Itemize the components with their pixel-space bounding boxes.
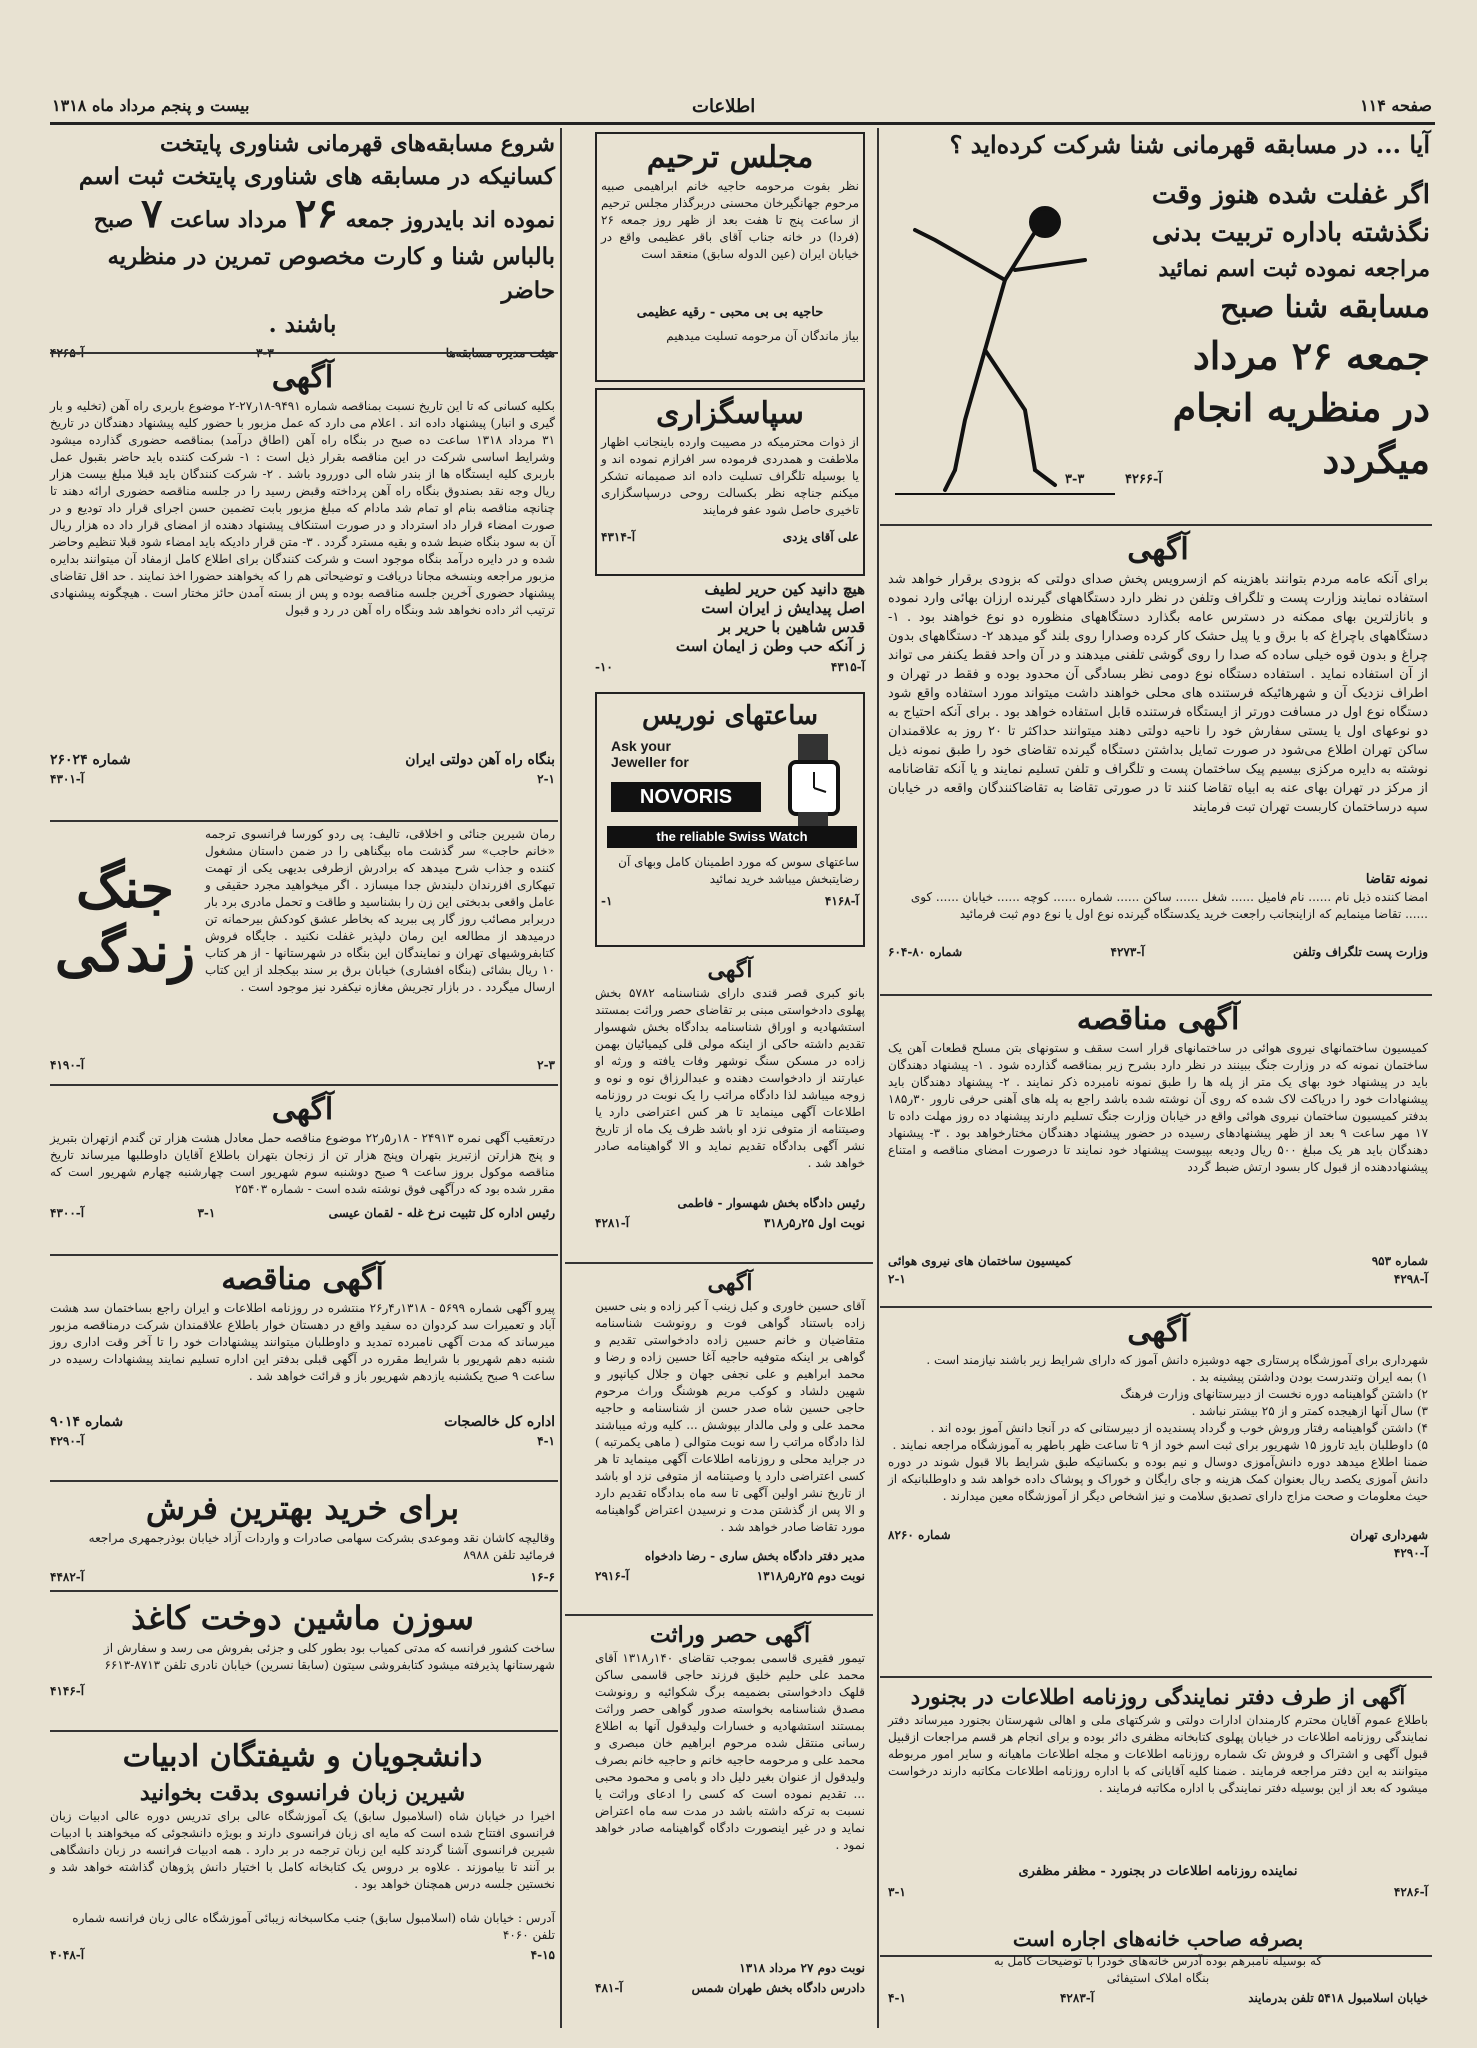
- notice-footer-2: [50, 772, 555, 786]
- notice-intro: شهرداری برای آموزشگاه پرستاری جهه دوشیزه دانش آموز که دارای شرایط زیر باشند نیازمند است .: [926, 1353, 1428, 1367]
- ad-title: ساعتهای نوریس: [642, 701, 818, 731]
- sample-title: نمونه تقاضا: [1365, 872, 1428, 887]
- tender-number: شماره ۹۵۳: [1371, 1254, 1428, 1268]
- notice-body: باطلاع عموم آقایان محترم کارمندان ادارات دولتی و شرکتهای ملی و اهالی شهرستان بجنورد میرساند دفتر نمایندگی روزنامه اطلاعات در خیابان پهلوی کتابخانه مظفری دائر بوده و برای انجام هر قسم مراجعات ازقبیل قبول آگهی و اشتراک و فروش تک شماره روزنامه اطلاعات و مجله اطلاعات ماهیانه و سایر امور مربوطه میتوانند به این دفتر مراجعه فرمایند . ضمنا کلیه آقایانی که با اداره روزنامه اطلاعات مکاتبه دارند درخواست میشود که بعد از این بوسیله دفتر نمایندگی با اداره مکاتبه فرمایند .: [888, 1713, 1428, 1795]
- court-notice-2: [595, 1268, 865, 1608]
- notice-line: بالباس شنا و کارت مخصوص تمرین در منظریه حاضر: [107, 243, 555, 304]
- notice-signer: مدیر دفتر دادگاه بخش ساری - رضا دادخواه: [644, 1549, 865, 1563]
- swim-question: آیا ... در مسابقه قهرمانی شنا شرکت کرده‌اید ؟: [949, 130, 1430, 159]
- issue-date: بیست و پنجم مرداد ماه ۱۳۱۸: [52, 96, 250, 115]
- notice-code: آ-۴۲۹۰: [1393, 1546, 1428, 1560]
- french-school-ad: [50, 1736, 555, 2036]
- notice-title: آگهی: [1127, 532, 1189, 567]
- tagline: the reliable Swiss Watch: [607, 826, 857, 848]
- tender-body: پیرو آگهی شماره ۵۶۹۹ - ۱۳۱۸ر۴ر۲۶ منتشره در روزنامه اطلاعات و ایران راجع بساختمان سد هشت آباد و تعمیرات سد کردوان ده سفید واقع در دهستان خوار باطلاع علاقمندان شرکت درمناقصه مزبور میرساند که مدت آگهی نامبرده تمدید و داوطلبان میتوانند پیشنهادات خود را تا آخر وقت اداری روز شنبه دهم شهریور با شرایط مقرره در آگهی قبلی بدفتر این اداره تسلیم نمایند پیشنهادات رسیده در ساعت ۹ صبح یکشنبه یازدهم شهریور باز و قرائت خواهد شد .: [50, 1301, 556, 1383]
- notice-signer: رئیس دادگاه بخش شهسوار - فاطمی: [677, 1196, 865, 1210]
- notice-title: آگهی: [707, 1270, 753, 1296]
- masthead-rule: [50, 122, 1435, 125]
- list-item: ۳) سال آنها ازهیجده کمتر و از ۲۵ بیشتر نباشد .: [1191, 1404, 1428, 1418]
- ad-line: بنگاه املاک استیفائی: [1106, 1971, 1210, 1985]
- tagline-en: Ask your: [611, 738, 671, 754]
- ad-title: سوزن ماشین دوخت کاغذ: [131, 1599, 474, 1637]
- notice-footer: [50, 752, 555, 768]
- notice-code: آ-۴۲۸۱: [595, 1216, 630, 1230]
- ad-line: که بوسیله نامبرهم بوده آدرس خانه‌های خودرا با توضیحات کامل به: [993, 1954, 1323, 1968]
- ad-footer: [601, 894, 859, 908]
- notice-signer: دادرس دادگاه بخش طهران شمس: [691, 1981, 865, 1995]
- ad-footer: [50, 1948, 555, 1962]
- ad-separator: [50, 1590, 558, 1592]
- ad-code: آ-۴۱۹۰: [50, 1058, 85, 1072]
- tender-code: آ-۴۲۹۰: [50, 1434, 85, 1448]
- ad-footer: [50, 1570, 555, 1584]
- ad-code: آ-۴۲۸۳: [1059, 1991, 1095, 2005]
- notice-date: نوبت دوم ۲۷ مرداد ۱۳۱۸: [739, 1961, 865, 1975]
- ad-title: مجلس ترحیم: [646, 140, 814, 175]
- notice-line: [50, 190, 555, 240]
- notice-code: آ-۴۳۰۱: [50, 772, 85, 786]
- ad-ref: ۲-۳: [537, 1058, 555, 1072]
- notice-signer: شهرداری تهران: [1350, 1528, 1428, 1542]
- notice-date: نوبت اول ۲۵ر۵ر۳۱۸: [763, 1216, 865, 1230]
- ad-body: نظر بفوت مرحومه حاجیه خانم ابراهیمی صبیه مرحوم جهانگیرخان محسنی دربرگذار مجلس ترحیم از ساعت پنج تا هفت بعد از ظهر روز جمعه ۲۶ (فردا) در خانه جناب آقای باقر عظیمی واقع در خیابان ایران (عین الدوله سابق) منعقد است: [601, 179, 859, 261]
- rental-ad: [888, 1925, 1428, 2035]
- masthead: [52, 96, 1432, 118]
- tender-title: آگهی مناقصه: [1076, 1002, 1240, 1037]
- tender-footer: [50, 1414, 555, 1430]
- mourning-ad: [595, 132, 865, 382]
- swim-line: مسابقه شنا صبح: [1220, 290, 1430, 325]
- ad-body: اخیرا در خیابان شاه (اسلامبول سابق) یک آموزشگاه عالی برای تدریس دوره عالی ادبیات زبان فرانسوی افتتاح شده است که مایه ای زبان فرانسوی دارند و بویژه دانشجوئی که میخواهند با ادبیات شیرین فرانسوی آشنا گردند کلیه این زبان ترجمه در بر دارد . همه ادبیات فرانسه در زبان دانشگاهی بر آنند تا بیاموزند . علاوه بر دروس یک کتابخانه کامل با اختیار دانش پژوهان گذاشته خواهد شد و نخستین جلسه درس همچنان خواهد بود .: [50, 1809, 555, 1891]
- ad-body: ساعتهای سوس که مورد اطمینان کامل وبهای آن رضایتبخش میباشد خرید نمائید: [618, 855, 859, 886]
- sample-text: امضا کننده ذیل نام ...... نام فامیل ...... شغل ...... ساکن ...... شماره ...... کوچه ...... خیابان ...... کوی ...... تقاضا مینمایم که ازاینجانب راجعت خرید یکدستگاه گیرنده نوع اول یا نوع دوم ثبت فرمائید: [910, 890, 1428, 921]
- notice-title: آگهی: [1127, 1314, 1189, 1349]
- ad-code: آ-۴۳۱۵: [830, 660, 865, 674]
- novel-title: جنگ زندگی: [54, 856, 196, 984]
- ad-body: از ذوات محترمیکه در مصیبت وارده باینجانب اظهار ملاطفت و همدردی فرموده سر افرازم نموده اند و یا بوسیله تلگراف تسلیت داده اند صمیمانه تشکر میکنم جناچه نظر بکسالت روحی درسپاسگزاری تاخیری حاصل شود عفو فرمایند: [601, 435, 859, 517]
- ad-separator: [50, 352, 558, 354]
- notice-code: آ-۴۳۰۰: [50, 1206, 85, 1220]
- notice-text: صبح: [93, 207, 134, 233]
- ad-footer: [50, 1684, 555, 1698]
- bojnurd-office-notice: [888, 1682, 1428, 1952]
- notice-body: بانو کبری قصر قندی دارای شناسنامه ۵۷۸۲ بخش پهلوی دادخواستی مبنی بر تقاضای حصر وراثت بمستند استشهادیه و اوراق شناسنامه بدادگاه بخش شهسوار تقدیم داشته حاکی از اینکه مولی قلی کیمیائیان بهمن زاده در مسکن سنگ نوشهر وفات یافته و ورثه او عبارتند از دادخواست دهنده و عبدالرزاق نوه و نوه و زوجه میباشد لذا دادگاه مراتب را یک نوبت در روزنامه اطلاعات آگهی مینماید تا هر کس اعتراضی دارد یا وصیتنامه از متوفی نزد او باشد ظرف یک ماه از تاریخ نشر آگهی بدادگاه تقدیم نماید و الا گواهینامه صادر خواهد شد .: [595, 986, 865, 1170]
- notice-ref: ۲-۱: [537, 772, 555, 786]
- notice-body: درتعقیب آگهی نمره ۲۴۹۱۳ - ۱۸ر۵ر۲۲ موضوع مناقصه حمل معادل هشت هزار تن گندم ازتهران بتبریز و پنج هزارتن ازتبریز بتهران وپنج هزار تن از زنجان بتهران باطلاع آقایان داوطلبها میرساند تاریخ مناقصه موکول بروز ساعت ۹ صبح دوشنبه سوم شهریور است چهارشنبه چهارم شهریور است که مقرر شده بود که درآگهی فوق نوشته شده است - شماره ۲۵۴۰۳: [50, 1131, 556, 1196]
- tender-code: آ-۴۲۹۸: [1393, 1272, 1428, 1286]
- notice-title: آگهی از طرف دفتر نمایندگی روزنامه اطلاعات در بجنورد: [910, 1684, 1406, 1709]
- notice-line: کسانیکه در مسابقه های شناوری پایتخت ثبت اسم: [78, 163, 555, 190]
- ad-address: خیابان اسلامبول ۵۴۱۸ تلفن بدرمایند: [1248, 1991, 1428, 2005]
- ad-code: آ-۴۰۴۸: [50, 1948, 85, 1962]
- notice-footer: [595, 1216, 865, 1230]
- swim-competition-notice: [50, 128, 555, 348]
- notice-signer: نماینده روزنامه اطلاعات در بجنورد - مظفر مظفری: [1018, 1864, 1298, 1879]
- notice-date: نوبت دوم ۲۵ر۵ر۱۳۱۸: [756, 1569, 865, 1583]
- list-item: ۱) بمه ایران وتندرست بودن وداشتن پیشینه بد .: [1191, 1370, 1428, 1384]
- list-item: ۴) داشتن گواهینامه رفتار وروش خوب و گرداد پسندیده از دبیرستانی که در آنجا دانش آموز بوده اند .: [930, 1421, 1428, 1435]
- ad-ref: ۱۶-۶: [530, 1570, 555, 1584]
- needles-ad: [50, 1596, 555, 1726]
- ad-separator: [880, 1306, 1432, 1308]
- notice-text: نموده اند بایدروز جمعه: [345, 207, 555, 233]
- carpet-ad: [50, 1486, 555, 1586]
- swim-line: مراجعه نموده ثبت اسم نمائید: [1158, 256, 1430, 282]
- tagline-en: Jeweller for: [611, 754, 689, 770]
- notice-title: آگهی: [271, 1092, 334, 1127]
- notice-head: شروع مسابقه‌های قهرمانی شناوری پایتخت: [159, 131, 555, 157]
- notice-number: شماره ۸۲۶۰: [888, 1528, 951, 1542]
- ad-line: هیچ دانید کین حریر لطیف: [704, 580, 865, 598]
- column-divider: [560, 128, 562, 2028]
- swim-line: نگذشته باداره تربیت بدنی: [1151, 218, 1430, 248]
- tender-footer-2: [50, 1434, 555, 1448]
- ad-separator: [565, 1262, 873, 1264]
- novel-description: رمان شیرین جنائی و اخلاقی، تالیف: پی ردو کورسا فرانسوی ترجمه «خانم حاجب» سر گذشت ماه بیگناهی را در ضمن داستان مشغول کننده و جذاب شرح میدهد که برادرش ازطرفی بدیهی یکی از تهمت تبهکاری افزرندان دلبندش جدا میسازد . اگر میخواهید مجرد حقیقی و عامل واقعی بدبختی این زن را بشناسید و طاقت و تحمل مادری برد بار دربرابر مصائب روز گار پی ببرید که بخاطر عشق کودکش بیرحمانه تن درمیدهد از مطالعه این رمان دلپذیر غفلت نکنید . جایگاه فروش کتابفروشیهای تهران و نمایندگان این بنگاه در شهرستانها - از هر کتاب ۱۰ ریال بشائی (بنگاه افشاری) خیابان برق بر سند بیکجلد از این کتاب ارسال میگردد . در بازار تجریش مغازه نیکفرد نیز موجود است .: [205, 827, 555, 994]
- ad-line: ز آنکه حب وطن ز ایمان است: [675, 637, 865, 655]
- swim-body: [1100, 176, 1430, 486]
- ad-address: آدرس : خیابان شاه (اسلامبول سابق) جنب مکاسبخانه زیبائی آموزشگاه عالی زبان فرانسه شماره تلفن ۴۰۶۰: [72, 1911, 555, 1942]
- hour-number: ۷: [140, 190, 163, 237]
- notice-body: برای آنکه عامه مردم بتوانند باهزینه کم ازسرویس پخش صدای دولتی که بزودی برقرار خواهد شد استفاده نمایند وزارت پست و تلگراف وتلفن در نظر دارد دستگاههای گیرنده ارزان بهائی وارد نموده و بانازلترین بهای ممکنه در دسترس عامه بگذارد دستگاههای منظوره دو نوع خواهند بود . ۱- دستگاههای باچراغ که با برق و یا پیل حشک کار کرده وصدارا روی بلند گو میدهد ۲- دستگاههای بدون چراغ و بدون قوه خیلی ساده که صدا را روی گوشی تلفنی میدهند و در آن واحد فقط یکنفر می تواند از آن استفاده نماید . استفاده دستگاه نوع دومی نظر بسادگی آن محدود بوده و فقط در تهران و اطراف نزدیک آن و شهرهائیکه فرستنده های محلی خواهند داشت میتواند مورد استفاده واقع شود دستگاه نوع اول در مسافت دورتر از ایستگاه فرستنده قابل استفاده خواهد بود . برای آنکه احتیاج به دو نوعهای اول یا یستی سفارش خود را ناحیه دولتی دهند میتوانند حداکثر تا ۲۰ روز به علاقمندان ساکن تهران اطلاع می‌شود در صورت تمایل بداشتن دستگاه گیرنده تقاضای خود را طبق نمونه ذیل نوشته به دایره مرکزی بیسیم پیک ساختمان پست و تلگراف و تلفن تسلیم نمایند و یا آنکه تقاضانامه از مرکز در تهران بهای عنه به ابیاه تقاضا کنند تا در صورتی تقاضا به تقاضاکنندگان واقعه در خیابان سپه درساختمان کاربست تهران تبت فرمایند: [888, 572, 1428, 815]
- day-number: ۲۶: [294, 190, 338, 237]
- notice-ref: ۳-۱: [197, 1206, 216, 1220]
- ad-body: وقالیچه کاشان نقد وموعدی بشرکت سهامی صادرات و واردات آزاد خیابان بوذرجمهری مراجعه فرمائید تلفن ۸۹۸۸: [88, 1531, 555, 1562]
- notice-footer: [888, 1528, 1428, 1542]
- notice-code: آ-۲۹۱۶: [595, 1569, 630, 1583]
- notice-footer: [50, 1206, 555, 1220]
- ad-ref: ۱۰-: [595, 660, 613, 674]
- notice-code: آ-۴۲۷۳: [1110, 945, 1145, 959]
- tender-air-force: [888, 1000, 1428, 1300]
- tender-footer-2: [888, 1272, 1428, 1286]
- notice-title: آگهی: [271, 360, 334, 395]
- tender-title: آگهی مناقصه: [221, 1262, 384, 1297]
- notice-ref: ۳-۱: [888, 1885, 906, 1899]
- ad-signers: حاجیه بی بی محبی - رقیه عظیمی: [636, 305, 824, 320]
- notice-title: آگهی: [707, 957, 753, 983]
- ad-ref: ۱-: [601, 894, 613, 908]
- ad-footer: [595, 660, 865, 674]
- tender-signer: اداره کل خالصجات: [444, 1414, 555, 1430]
- tender-number: شماره ۹۰۱۴: [50, 1414, 124, 1430]
- ad-code: آ-۴۱۴۶: [50, 1684, 85, 1698]
- ad-note: بیاز ماندگان آن مرحومه تسلیت میدهیم: [666, 329, 859, 343]
- ad-separator: [880, 994, 1432, 996]
- ad-separator: [880, 524, 1432, 526]
- notice-footer: [888, 1885, 1428, 1899]
- ad-footer: [601, 530, 859, 544]
- ad-ref: ۴-۱: [888, 1991, 906, 2005]
- notice-number: شماره ۸۰-۶۰۴: [888, 945, 963, 959]
- notice-number: شماره ۲۶۰۲۴: [50, 752, 131, 768]
- ad-separator: [50, 820, 558, 822]
- wheat-notice: [50, 1090, 555, 1250]
- nursing-school-notice: [888, 1312, 1428, 1672]
- notice-signer: رئیس اداره کل تثبیت نرخ غله - لقمان عیسی: [328, 1206, 555, 1220]
- ad-title: برای خرید بهترین فرش: [145, 1489, 460, 1527]
- ad-separator: [50, 1730, 558, 1732]
- railway-notice: [50, 358, 555, 818]
- tender-body: کمیسیون ساختمانهای نیروی هوائی در ساختمانهای قرار است سقف و ستونهای بتن مسلح قطعات آهن یک ساختمان نمونه که در وزارت جنگ ببینند در نظر دارد بشرح زیر بمناقصه گذارده شود . ۱- پیشنهاد دهندگان باید در پیشنهاد خود بهای یک متر از پله ها را طبق نمونه نامبرده ذکر نمایند . ۲- پیشنهاد دهندگان باید پیشنهادات خود را دریاکت لاک شده که روی آن نوشته شده باشد راجع به پله های آهنی حرفی نارور ۳۰ر۱۸۵ بدفتر کمیسیون ساختمان نیروی هوائی واقع در خیابان وزارت جنگ تسلیم دارند پیشنهاد ده روز مهلت داده تا ۱۷ مهر ساعت ۹ بعد از ظهر پیشنهادهای رسیده در حضور پیشنهاد دهندگان مختارخواهد بود . ۳- پیشنهاد دهندگان باید هر یک مبلغ ۵۰۰ ریال ودیعه بپیوست پیشنهاد خود نمایند تا درصورت امضای مناقصه و امتناع پیشنهاددهنده از قبول کار بسود ارتش ضبط گردد: [888, 1041, 1429, 1174]
- notice-line: باشند .: [268, 311, 337, 338]
- notice-code: آ-۴۲۸۶: [1393, 1885, 1428, 1899]
- swim-code: آ-۴۲۶۶: [1125, 472, 1162, 487]
- ad-footer: [50, 1058, 555, 1072]
- novel-ad: [50, 826, 555, 1081]
- paper-title: اطلاعات: [692, 96, 756, 117]
- notice-body: ضمنا اطلاع میدهد دوره دانش‌آموزی دوسال و نیم بوده و بکسانیکه طبق شرایط بالا قبول شوند در دوره دانش آموزی یکصد ریال بعنوان کمک هزینه و جای رایگان و خوراک و پوشاک داده خواهد شد و داوطلبانیکه از حیث معلومات و صحت مزاج دارای تصدیق سلامت و نیز اشخاص دیگر از آموزشگاه معین میدارند .: [888, 1455, 1428, 1503]
- notice-footer: [888, 945, 1428, 959]
- tender-estates: [50, 1260, 555, 1475]
- diver-illustration: [895, 170, 1115, 500]
- swim-ref: ۳-۳: [1065, 472, 1085, 487]
- notice-footer: [595, 1981, 865, 1995]
- ad-body: ساخت کشور فرانسه که مدتی کمیاب بود بطور کلی و جزئی بفروش می رسد و سفارش از شهرستانها پذیرفته میشود کتابفروشی سیتون (سابقا نسرین) خیابان نادری تلفن ۸۷۱۳-۶۶۱۳: [103, 1641, 555, 1672]
- ad-code: آ-۴۳۱۴: [601, 530, 636, 544]
- court-notice-1: [595, 955, 865, 1255]
- notice-signer: وزارت پست تلگراف وتلفن: [1292, 945, 1428, 959]
- notice-body: تیمور فقیری قاسمی بموجب تقاضای ۱۴۰ر۱۳۱۸ آقای محمد علی حلیم خلیق فرزند حاجی قاسمی ساکن قلهک دادخواستی بضمیمه برگ شکوائیه و رونوشت مصدق شناسنامه بخواسته صدور گواهی حصر وراثت بمستند استشهادیه و خسارات ولیدقول آنها به اطلاع رسانی منتقل شده مرحوم ابراهیم خان مبصری و محمد علی و مرحومه حاجیه خانم و حاجیه خانم بصرف ولیدقول از عنوان بغیر دلیل داد و بامی و محمود محبی ... تقدیم نموده است که کسی را ادعای وراثت یا نسبت به ترکه داشته باشد در مدت سه ماه اعتراض نماید و در غیر اینصورت دادگاه گواهینامه صادر خواهد نمود .: [595, 1651, 865, 1852]
- swim-line: اگر غفلت شده هنوز وقت: [1151, 180, 1430, 210]
- notice-footer-2: [888, 1546, 1428, 1560]
- ad-title: دانشجویان و شیفتگان ادبیات: [122, 1739, 483, 1774]
- ad-separator: [880, 1676, 1432, 1678]
- ad-footer: [888, 1991, 1428, 2005]
- ad-line: قدس شاهین با حریر بر: [718, 618, 865, 636]
- ad-separator: [50, 1254, 558, 1256]
- ad-line: اصل پیدایش ز ایران است: [701, 599, 865, 617]
- silk-ad: [595, 580, 865, 690]
- swim-line: میگردد: [1322, 437, 1430, 482]
- notice-signer: بنگاه راه آهن دولتی ایران: [405, 752, 555, 768]
- inheritance-notice: [595, 1620, 865, 2030]
- ad-separator: [50, 1480, 558, 1482]
- notice-body: بکلیه کسانی که تا این تاریخ نسبت بمناقصه شماره ۹۴۹۱-۱۸ر۲۷-۲ موضوع باربری راه آهن (تخلیه و بار گیری و انبار) پیشنهاد داده اند . اعلام می دارد که عمل مزبور با حضور کلیه پیشنهاد دهندگان در تاریخ ۳۱ مرداد ۱۳۱۸ ساعت ده صبح در بنگاه راه آهن (اطاق درآمد) بمناقصه حضوری گذارده میشود وشرایط اساسی شرکت در این مناقصه بقرار ذیل است : ۱- شرکت کننده باید حاضر بقبول عمل باربری کلیه ایستگاه ها از بندر شاه الی دوررود باشد . ۲- شرکت کنندگان باید قبلا مبلغ بیست هزار ریال وجه نقد بصندوق بنگاه راه آهن پرداخته وقبض رسید را در جلسه مناقصه حضوری ارائه دهند تا چنانچه مناقصه بنام او تمام شد مادام که مبلغ مزبور بابت تضمین حسن اجرای قرار داد تودیع و در صورت امضاء قرار داد استرداد و در صورت استنکاف پیشنهاد دهنده از امضای قرار داد ده هزار ریال آن به سود بنگاه ضبط شده و بقیه مسترد گردد . ۳- متن قرار دادیکه باید امضاء شود قبلا تنظیم وحاضر شده و در دایره درآمد بنگاه موجود است و شرکت کنندگان برای اطلاع کامل ازمفاد آن میتوانند بدایره مزبور مراجعه وبنسخه مجانا دریافت و توضیحاتی هم را که بخواهند حضورا اخذ نمایند . حد اقل تقاضای پیشنهاد حضوری آخرین جلسه مناقصه بوده و پس از بسته آمدن حائز مختار است . هیچگونه پیشنهادی ترتیب اثر داده نخواهد شد وبنگاه راه آهن در رد و قبول: [50, 399, 556, 617]
- notice-title: آگهی حصر وراثت: [649, 1622, 811, 1648]
- tender-ref: ۲-۱: [888, 1272, 906, 1286]
- ad-title: سپاسگزاری: [656, 396, 804, 431]
- ad-signer: علی آقای یزدی: [782, 530, 859, 544]
- notice-body: آقای حسین خاوری و کبل زینب آ کبر زاده و بنی حسین زاده باستناد گواهی فوت و رونوشت شناسنامه متقاضیان و خانم حسین زاده دادخواستی تقدیم و گواهی بر اینکه متوفیه حاجیه آغا حسین زاده و رضا و محمد ابراهیم و علی نجفی جهان و جلال کیانپور و شهین دلشاد و کوکب مریم هوشنگ وراث مرحوم حاجی حسین شاه صدر حسن از شناسنامه و حاجیه محمد علی و ولی مالدار بپوشش ... کلیه ورثه میباشند لذا دادگاه مراتب را سه نوبت متوالی ( ماهی یکمرتبه ) در جراید محلی و روزنامه اطلاعات آگهی مینماید تا هر کسی اعتراضی دارد یا وصیتنامه از متوفی نزد او باشد از تاریخ نشر اولین آگهی تا سه ماه بدادگاه تقدیم دارد و الا پس از گذشتن مدت و نرسیدن اعتراض گواهینامه مورد تقاضا صادر خواهد شد .: [595, 1299, 865, 1534]
- swim-line: جمعه ۲۶ مرداد: [1192, 333, 1430, 378]
- requirements-list: [888, 1369, 1428, 1454]
- novoris-watch-ad: [595, 692, 865, 947]
- radio-notice: [888, 530, 1428, 990]
- ad-code: آ-۴۴۸۲: [50, 1570, 85, 1584]
- ad-separator: [50, 1084, 558, 1086]
- ad-ref: ۴-۱۵: [530, 1948, 555, 1962]
- page-number: صفحه ۱۱۴: [1360, 96, 1432, 115]
- column-divider: [877, 128, 879, 2028]
- ad-subtitle: شیرین زبان فرانسوی بدقت بخوانید: [139, 1780, 466, 1806]
- swim-line: در منظریه انجام: [1172, 385, 1430, 430]
- ad-code: آ-۴۱۶۸: [824, 894, 859, 908]
- watch-visual: [601, 734, 859, 854]
- tender-footer: [888, 1254, 1428, 1268]
- tender-ref: ۴-۱: [537, 1434, 555, 1448]
- list-item: ۵) داوطلبان باید تاروز ۱۵ شهریور برای ثبت اسم خود از ۹ تا ساعت ظهر باطهر به آموزشگاه مراجعه نمایند .: [892, 1438, 1428, 1452]
- brand-logo: NOVORIS: [611, 782, 761, 812]
- ad-separator: [565, 1614, 873, 1616]
- notice-text: مرداد ساعت: [170, 207, 288, 233]
- tender-signer: کمیسیون ساختمان های نیروی هوائی: [888, 1254, 1072, 1268]
- notice-code: آ-۴۸۱: [595, 1981, 623, 1995]
- thanks-ad: [595, 388, 865, 576]
- notice-footer: [595, 1569, 865, 1583]
- swim-ad: [885, 130, 1430, 520]
- list-item: ۲) داشتن گواهینامه دوره نخست از دبیرستانهای وزارت فرهنگ: [1120, 1387, 1428, 1401]
- ad-title: بصرفه صاحب خانه‌های اجاره است: [1012, 1927, 1304, 1951]
